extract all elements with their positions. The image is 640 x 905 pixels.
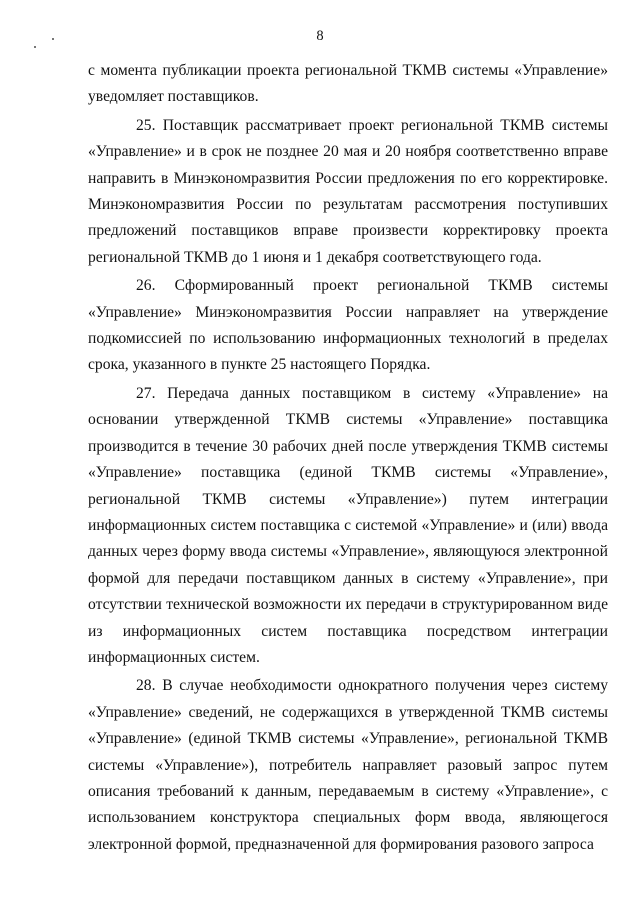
scan-speck bbox=[34, 46, 36, 48]
document-body bbox=[88, 58, 608, 858]
paragraph-27: 27. Передача данных поставщиком в систему «Управление» на основании утвержденной ТКМВ системы «Управление» поставщика производится в течение 30 рабочих дней после утверждения ТКМВ системы «Управление» поставщика (единой ТКМВ системы «Управление», региональной ТКМВ системы «Управление») путем интеграции информационных систем поставщика с системой «Управление» и (или) ввода данных через форму ввода системы «Управление», являющуюся электронной формой для передачи поставщиком данных в систему «Управление», при отсутствии технической возможности их передачи в структурированном виде из информационных систем поставщика посредством интеграции информационных систем. bbox=[88, 384, 608, 666]
page-number: 8 bbox=[316, 28, 324, 44]
paragraph-continuation: с момента публикации проекта региональной ТКМВ системы «Управление» уведомляет поставщиков. bbox=[88, 62, 608, 106]
paragraph-25: 25. Поставщик рассматривает проект региональной ТКМВ системы «Управление» и в срок не позднее 20 мая и 20 ноября соответственно вправе направить в Минэкономразвития России предложения по его корректировке. Минэкономразвития России по результатам рассмотрения поступивших предложений поставщиков вправе произвести корректировку проекта региональной ТКМВ до 1 июня и 1 декабря соответствующего года. bbox=[88, 116, 608, 266]
paragraph-28: 28. В случае необходимости однократного получения через систему «Управление» сведений, не содержащихся в утвержденной ТКМВ системы «Управление» (единой ТКМВ системы «Управление», региональной ТКМВ системы «Управление»), потребитель направляет разовый запрос путем описания требований к данным, передаваемым в систему «Управление», с использованием конструктора специальных форм ввода, являющегося электронной формой, предназначенной для формирования разового запроса bbox=[88, 677, 608, 853]
paragraph-26: 26. Сформированный проект региональной ТКМВ системы «Управление» Минэкономразвития России направляет на утверждение подкомиссией по использованию информационных технологий в пределах срока, указанного в пункте 25 настоящего Порядка. bbox=[88, 277, 608, 374]
